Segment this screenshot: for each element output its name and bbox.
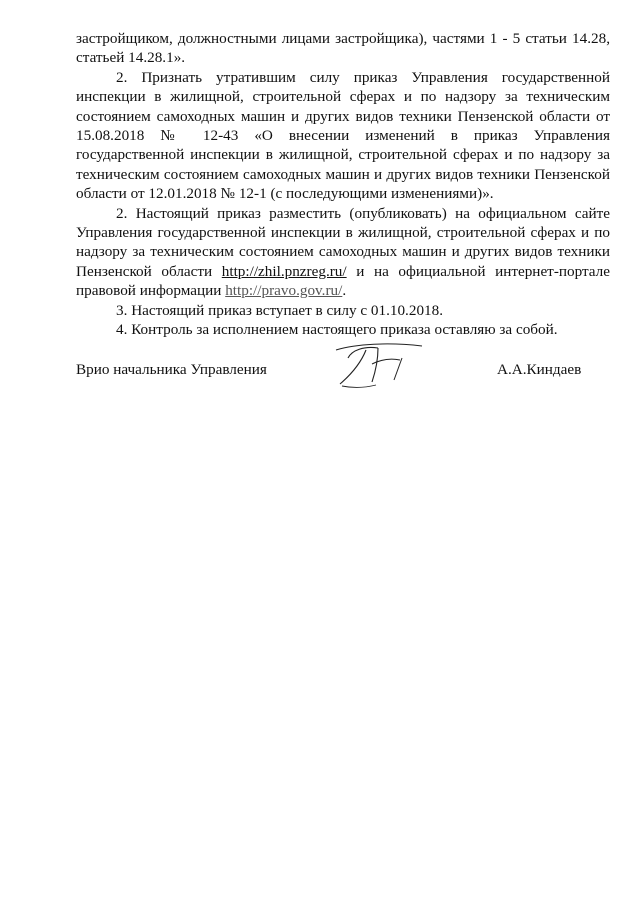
signer-position: Врио начальника Управления	[76, 361, 267, 378]
document-body	[76, 29, 610, 340]
paragraph-2-publish	[76, 204, 610, 301]
pravo-link[interactable]: http://pravo.gov.ru/	[225, 282, 343, 300]
signature-icon	[322, 336, 426, 394]
publish-text-before: 2. Настоящий приказ разместить (опубликовать) на официальном сайте Управления государственной инспекции в жилищной, строительной сферах и по надзору за техническим состоянием самоходных машин и других видов техники Пензенской области	[76, 204, 610, 280]
paragraph-4-control: 4. Контроль за исполнением настоящего приказа оставляю за собой.	[116, 321, 558, 339]
paragraph-continuation: застройщиком, должностными лицами застройщика), частями 1 - 5 статьи 14.28, статьей 14.28.1».	[76, 30, 610, 67]
zhil-link[interactable]: http://zhil.pnzreg.ru/	[221, 262, 347, 280]
signer-name: А.А.Киндаев	[497, 361, 582, 378]
paragraph-2-repeal: 2. Признать утратившим силу приказ Управления государственной инспекции в жилищной, строительной сферах и по надзору за техническим состоянием самоходных машин и других видов техники Пензенской области от 15.08.2018 № 12-43 «О внесении изменений в приказ Управления государственной инспекции в жилищной, строительной сферах и по надзору за техническим состоянием самоходных машин и других видов техники Пензенской области от 12.01.2018 № 12-1 (с последующими изменениями)».	[76, 68, 610, 203]
publish-text-after: .	[342, 282, 347, 300]
publish-text-middle: и на официальной интернет-портале правовой информации	[76, 262, 611, 300]
paragraph-3-effective: 3. Настоящий приказ вступает в силу с 01.10.2018.	[116, 301, 444, 319]
